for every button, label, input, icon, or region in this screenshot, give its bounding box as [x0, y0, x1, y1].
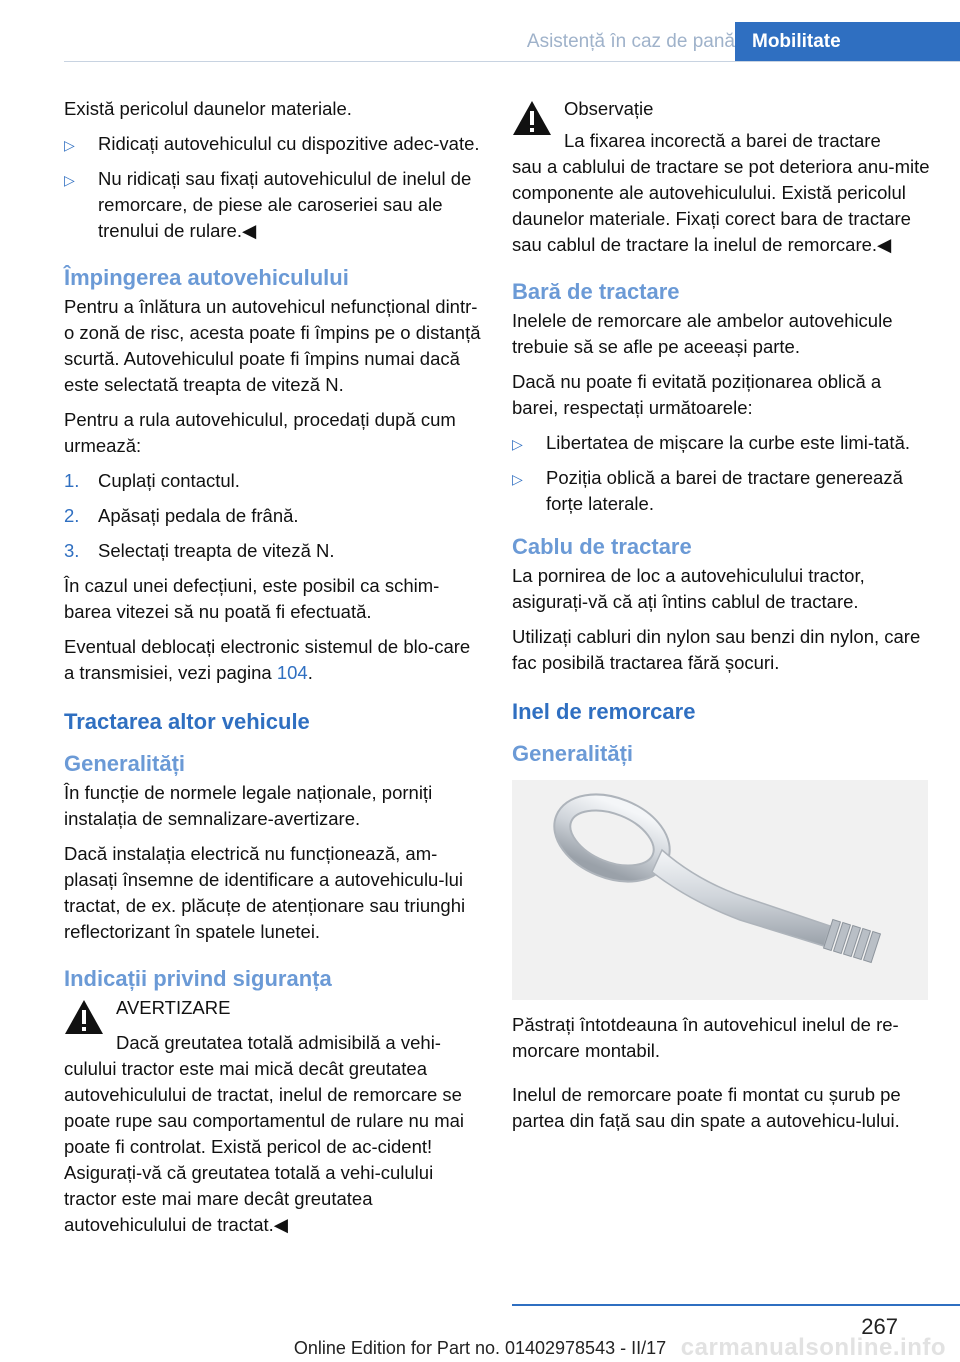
- ring-general-heading: Generalități: [512, 741, 634, 766]
- page-number: 267: [861, 1314, 898, 1339]
- warning-title: AVERTIZARE: [116, 997, 231, 1018]
- cable-heading: Cablu de tractare: [512, 534, 692, 559]
- watermark: carmanualsonline.info: [680, 1334, 946, 1361]
- intro-text: Există pericolul daunelor materiale.: [64, 98, 352, 119]
- header-rule: [64, 61, 960, 62]
- bar-bullet-list: [512, 430, 930, 517]
- triangle-right-icon: ▷: [512, 471, 523, 487]
- bar-paragraph: Dacă nu poate fi evitată poziționarea oblică a barei, respectați următoarele:: [512, 371, 882, 418]
- note-title: Observație: [564, 98, 654, 119]
- list-item: ▷ Ridicați autovehiculul cu dispozitive adec‐vate.: [64, 131, 484, 157]
- note-text: sau a cablului de tractare se pot deteriora anu‐mite componente ale autovehiculului. Există pericolul daunelor materiale. Fixați corect bara de tractare sau cablul de tractare la inelul de remorcare.◀: [512, 156, 930, 255]
- push-paragraph: Pentru a înlătura un autovehicul nefuncțional dintr‐o zonă de risc, acesta poate fi împins pe o distanță scurtă. Autovehiculul poate fi împins numai dacă este selectată treapta de viteză N.: [64, 296, 481, 395]
- towing-paragraph: În funcție de normele legale naționale, porniți instalația de semnalizare‐avertizare.: [64, 782, 433, 829]
- safety-heading: Indicații privind siguranța: [64, 966, 332, 991]
- tow-ring-illustration: [512, 780, 928, 1000]
- ring-paragraph: Inelul de remorcare poate fi montat cu șurub pe partea din față sau din spate a autovehicu‐lului.: [512, 1084, 901, 1131]
- warning-triangle-icon: [64, 999, 104, 1035]
- header-chapter-tab: Mobilitate: [735, 22, 960, 62]
- list-item: 1. Cuplați contactul.: [64, 470, 240, 491]
- bar-paragraph: Inelele de remorcare ale ambelor autovehicule trebuie să se afle pe aceeași parte.: [512, 310, 893, 357]
- page-link[interactable]: 104: [276, 662, 308, 683]
- push-steps-list: [64, 468, 484, 564]
- triangle-right-icon: ▷: [64, 172, 75, 188]
- list-item: 3. Selectați treapta de viteză N.: [64, 540, 335, 561]
- push-paragraph: În cazul unei defecțiuni, este posibil ca schim‐barea vitezei să nu poată fi efectuată.: [64, 575, 440, 622]
- list-item: ▷ Poziția oblică a barei de tractare generează forțe laterale.: [512, 467, 903, 514]
- lift-bullet-list: [64, 131, 484, 244]
- right-column: [512, 96, 930, 1143]
- list-item: ▷ Libertatea de mișcare la curbe este limi‐tată.: [512, 430, 930, 456]
- tow-ring-image: [512, 780, 928, 1000]
- page-header: [64, 22, 960, 62]
- towing-general-heading: Generalități: [64, 751, 186, 776]
- triangle-right-icon: ▷: [64, 137, 75, 153]
- note-box: [512, 96, 930, 258]
- edition-text: Online Edition for Part no. 01402978543 - II/17: [293, 1338, 667, 1358]
- ring-paragraph: Păstrați întotdeauna în autovehicul inelul de re‐morcare montabil.: [512, 1014, 899, 1061]
- left-column: [64, 96, 484, 1238]
- triangle-right-icon: ▷: [512, 436, 523, 452]
- note-first-line: La fixarea incorectă a barei de tractare: [564, 130, 881, 151]
- push-paragraph: Pentru a rula autovehiculul, procedați după cum urmează:: [64, 409, 456, 456]
- header-section-title: Asistență în caz de pană: [526, 31, 735, 52]
- cable-paragraph: Utilizați cabluri din nylon sau benzi din nylon, care fac posibilă tractarea fără șocuri.: [512, 626, 921, 673]
- warning-triangle-icon: [512, 100, 552, 136]
- towing-heading: Tractarea altor vehicule: [64, 709, 310, 734]
- bar-heading: Bară de tractare: [512, 279, 680, 304]
- list-item: 2. Apăsați pedala de frână.: [64, 505, 299, 526]
- list-item: ▷ Nu ridicați sau fixați autovehiculul de inelul de remorcare, de piese ale caroseriei sau ale trenului de rulare.◀: [64, 168, 472, 241]
- towing-paragraph: Dacă instalația electrică nu funcționează, am‐plasați însemne de identificare a autovehiculu‐lui tractat, de ex. plăcuțe de atenționare sau triunghi reflectorizant în spatele lunetei.: [64, 843, 466, 942]
- cable-paragraph: La pornirea de loc a autovehiculului tractor, asigurați‐vă că ați întins cablul de tractare.: [512, 565, 865, 612]
- page-footer: [0, 1300, 960, 1362]
- warning-text: culului tractor este mai mică decât greutatea autovehiculului de tractat, inelul de remorcare se poate rupe sau comportamentul de rulare nu mai poate fi controlat. Există pericol de ac‐cident! Asigurați‐vă că greutatea totală a vehi‐culului tractor este mai mare decât greutatea autovehiculului de tractat.◀: [64, 1058, 465, 1235]
- ring-heading: Inel de remorcare: [512, 699, 696, 724]
- push-heading: Împingerea autovehiculului: [64, 265, 349, 290]
- footer-rule: [512, 1304, 960, 1306]
- push-paragraph: Eventual deblocați electronic sistemul de blo‐care a transmisiei, vezi pagina 104.: [64, 636, 471, 683]
- warning-box: [64, 995, 484, 1238]
- warning-first-line: Dacă greutatea totală admisibilă a vehi‐: [116, 1032, 441, 1053]
